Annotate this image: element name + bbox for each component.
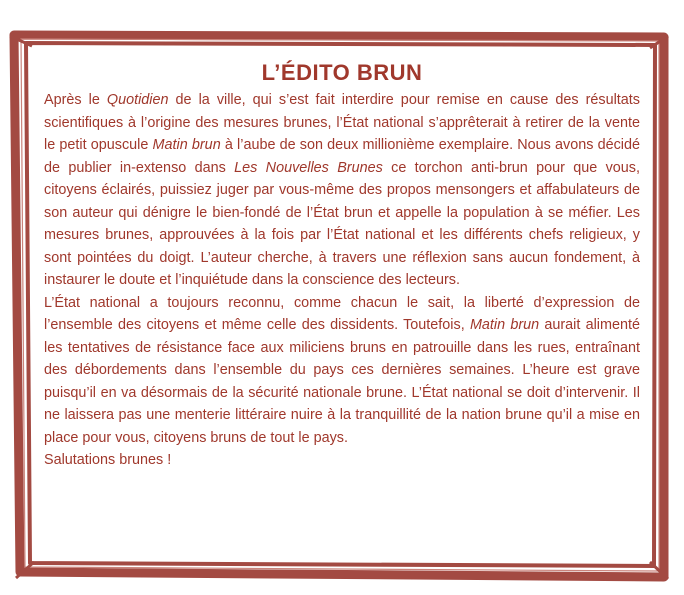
italic-title-text: Matin brun [469, 317, 540, 333]
edito-paragraph [44, 292, 640, 450]
edito-title: L’ÉDITO BRUN [261, 60, 423, 85]
paragraph-text: à l’aube de son deux millionième exemplaire. Nous avons décidé de publier in-extenso dans [44, 137, 640, 176]
edito-content [44, 60, 640, 472]
paragraph-text: Après le [44, 92, 107, 108]
edito-paragraph [44, 449, 640, 472]
edito-body [44, 89, 640, 472]
italic-title-text: Quotidien [106, 92, 169, 108]
paragraph-text: L’État national a toujours reconnu, comme chacun le sait, la liberté d’expression de l’ensemble des citoyens et même celle des dissidents. Toutefois, [44, 294, 640, 333]
paragraph-text: Salutations brunes ! [44, 452, 172, 468]
italic-title-text: Matin brun [152, 137, 221, 153]
paragraph-text: aurait alimenté les tentatives de résistance face aux miliciens bruns en patrouille dans les rues, entraînant des débordements dans l’ensemble du pays ces dernières semaines. L’heure est grave puisqu’il en va désormais de la sécurité nationale brune. L’État national se doit d’intervenir. Il ne laissera pas une menterie littéraire nuire à la tranquillité de la nation brune qu’il a mise en place pour vous, citoyens bruns de tout le pays. [44, 317, 640, 446]
edito-paragraph [44, 89, 640, 292]
italic-title-text: Les Nouvelles Brunes [234, 159, 383, 176]
paragraph-text: de la ville, qui s’est fait interdire pour remise en cause des résultats scientifiques à l’origine des mesures brunes, l’État national s’apprêterait à retirer de la vente le petit opuscule [44, 92, 640, 153]
paragraph-text: ce torchon anti-brun pour que vous, citoyens éclairés, puissiez juger par vous-même des propos mensongers et affabulateurs de son auteur qui dénigre le bien-fondé de l’État brun et appelle la population à se méfier. Les mesures brunes, approuvées à la fois par l’État national et les différents chefs religieux, y sont pointées du doigt. L’auteur cherche, à travers une réflexion sans aucun fondement, à instaurer le doute et l’inquiétude dans la conscience des lecteurs. [44, 159, 640, 288]
